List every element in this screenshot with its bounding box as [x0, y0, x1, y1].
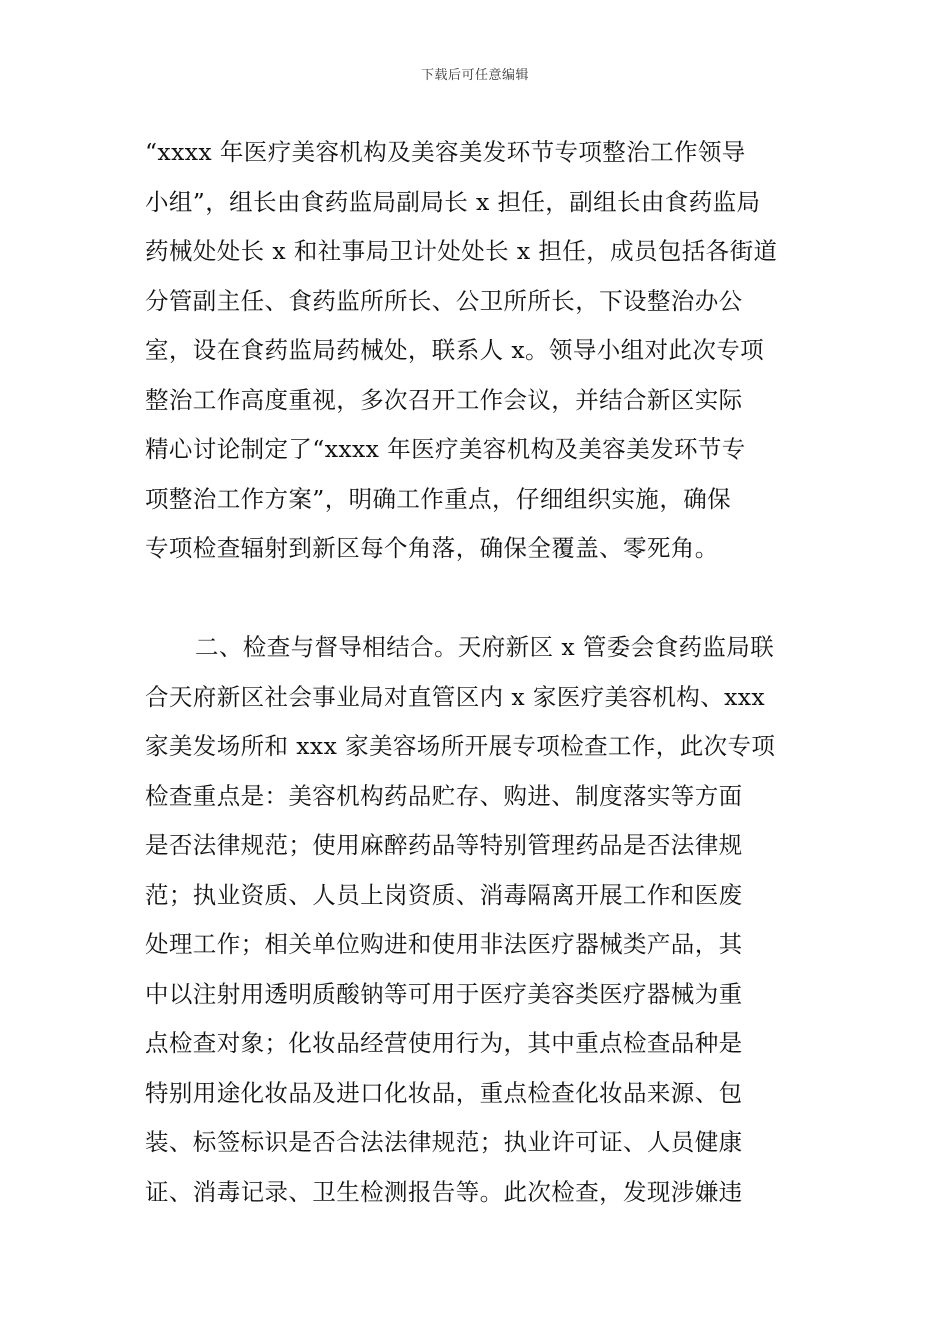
text-line: 点检查对象；化妆品经营使用行为，其中重点检查品种是: [145, 1029, 743, 1057]
text-line: 范；执业资质、人员上岗资质、消毒隔离开展工作和医废: [145, 880, 743, 909]
text-line: 项整治工作方案”，明确工作重点，仔细组织实施，确保: [145, 484, 732, 513]
text-line: 专项检查辐射到新区每个角落，确保全覆盖、零死角。: [145, 534, 719, 562]
text-line: “xxxx 年医疗美容机构及美容美发环节专项整治工作领导: [145, 138, 746, 166]
text-line: 精心讨论制定了“xxxx 年医疗美容机构及美容美发环节专: [145, 435, 746, 463]
page-header: 下载后可任意编辑: [420, 68, 529, 83]
text-line: 中以注射用透明质酸钠等可用于医疗美容类医疗器械为重: [145, 979, 743, 1008]
paragraph-1: [145, 128, 810, 574]
text-line-first: 二、检查与督导相结合。天府新区 x 管委会食药监局联: [195, 633, 775, 661]
text-line: 合天府新区社会事业局对直管区内 x 家医疗美容机构、xxx: [145, 682, 766, 711]
paragraph-2: [145, 623, 810, 1217]
text-line: 家美发场所和 xxx 家美容场所开展专项检查工作，此次专项: [145, 732, 776, 760]
text-line: 室，设在食药监局药械处，联系人 x。领导小组对此次专项: [145, 336, 765, 364]
text-line: 装、标签标识是否合法法律规范；执业许可证、人员健康: [145, 1128, 743, 1156]
text-line: 分管副主任、食药监所所长、公卫所所长，下设整治办公: [145, 286, 743, 315]
text-line: 整治工作高度重视，多次召开工作会议，并结合新区实际: [145, 385, 743, 414]
text-line: 是否法律规范；使用麻醉药品等特别管理药品是否法律规: [145, 831, 743, 859]
text-line: 小组”，组长由食药监局副局长 x 担任，副组长由食药监局: [145, 187, 761, 216]
text-line: 药械处处长 x 和社事局卫计处处长 x 担任，成员包括各街道: [145, 237, 778, 265]
text-line: 证、消毒记录、卫生检测报告等。此次检查，发现涉嫌违: [145, 1177, 743, 1206]
text-line: 处理工作；相关单位购进和使用非法医疗器械类产品，其: [145, 930, 743, 958]
text-line: 特别用途化妆品及进口化妆品，重点检查化妆品来源、包: [145, 1078, 743, 1107]
text-line: 检查重点是：美容机构药品贮存、购进、制度落实等方面: [145, 781, 743, 810]
